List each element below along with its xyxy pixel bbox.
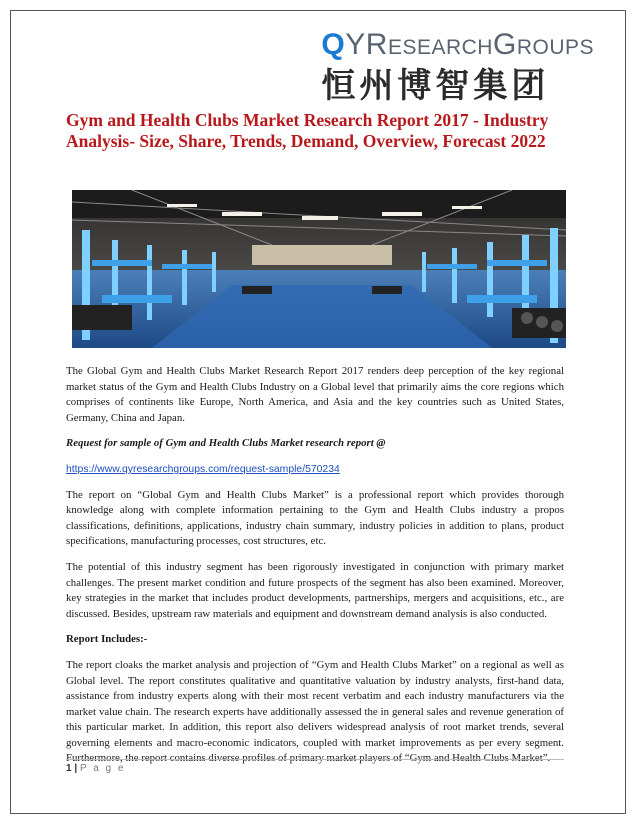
sample-request-text: Request for sample of Gym and Health Clubs Market research report @ [66, 437, 386, 450]
report-title: Gym and Health Clubs Market Research Report 2017 - Industry Analysis- Size, Share, Trends, Demand, Overview, Forecast 2022 [66, 110, 549, 151]
report-includes-heading: Report Includes:- [66, 633, 148, 646]
gym-photo [72, 190, 566, 348]
intro-paragraph: The Global Gym and Health Clubs Market Research Report 2017 renders deep perception of the key regional market status of the Gym and Health Clubs Industry on a Global level that primarily aims the core regions which comprises of continents like Europe, North America, and Asia and the key countries such as United States, Germany, China and Japan. [66, 365, 564, 424]
report-description-paragraph: The report on “Global Gym and Health Clubs Market” is a professional report which provides thorough knowledge along with complete information pertaining to the Gym and Health Clubs industry a propos classifications, definitions, applications, industry chain summary, industry policies in addition to plans, product specifications, manufacturing processes, cost structures, etc. [66, 488, 564, 548]
potential-paragraph: The potential of this industry segment has been rigorously investigated in conjunction with primary market challenges. The present market condition and future prospects of the segment has also been examined. Moreover, key strategies in the market that includes product developments, partnerships, mergers and acquisitions, etc., are discussed. Besides, upstream raw materials and equipment and downstream demand analysis is also conducted. [66, 560, 564, 620]
report-body [66, 364, 564, 777]
page-number: 1 [66, 763, 72, 774]
logo-chinese-text: 恒州博智集团 [321, 66, 550, 106]
footer-separator: | [74, 763, 78, 774]
page-footer [66, 759, 564, 774]
page-label: P a g e [79, 763, 126, 774]
report-includes-paragraph: The report cloaks the market analysis and projection of “Gym and Health Clubs Market” on a regional as well as Global level. The report constitutes qualitative and quantitative valuation by industry analysts, first-hand data, assistance from industry experts along with their most recent verbatim and each industry manufacturers via the market value chain. The research experts have additionally assessed the in general sales and revenue generation of this particular market. In addition, this report also delivers widespread analysis of root market trends, several governing elements and macro-economic indicators, coupled with market improvements as per every segment. Furthermore, the report contains diverse profiles of primary market players of “Gym and Health Clubs Market”. [66, 658, 564, 765]
company-logo [321, 30, 594, 107]
logo-english-text: QYRESEARCHGROUPS [321, 28, 594, 61]
sample-request-link[interactable]: https://www.qyresearchgroups.com/request-sample/570234 [66, 463, 340, 475]
